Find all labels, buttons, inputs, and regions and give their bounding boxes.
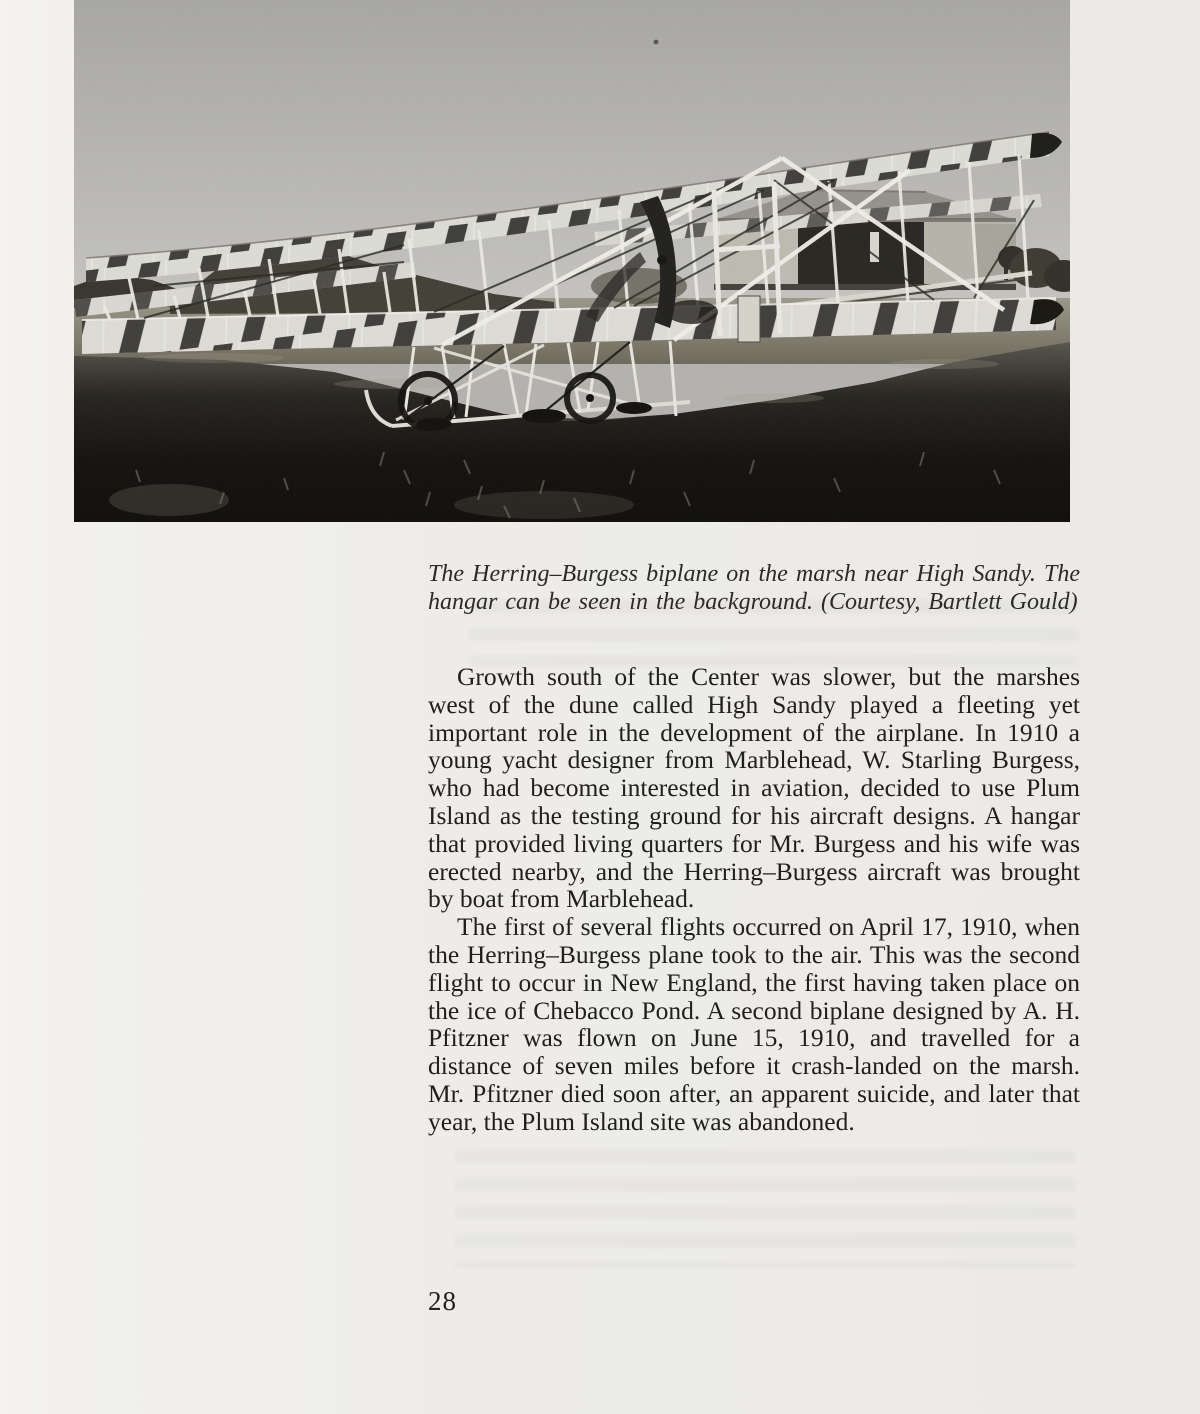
photo-caption: The Herring–Burgess biplane on the marsh near High Sandy. The hangar can be seen in the background. (Courtesy, Bartlett Gould) — [428, 561, 1080, 615]
photo-figure — [74, 0, 1070, 522]
paragraph-growth-south: Growth south of the Center was slower, but the marshes west of the dune called High Sandy played a fleeting yet important role in the development of the airplane. In 1910 a young yacht designer from Marblehead, W. Starling Burgess, who had become interested in aviation, decided to use Plum Island as the testing ground for his aircraft designs. A hangar that provided living quarters for Mr. Burgess and his wife was erected nearby, and the Herring–Burgess aircraft was brought by boat from Marblehead. — [428, 662, 1080, 914]
biplane-photograph — [74, 0, 1070, 522]
paragraph-first-flights: The first of several flights occurred on April 17, 1910, when the Herring–Burgess plane took to the air. This was the second flight to occur in New England, the first having taken place on the ice of Chebacco Pond. A second biplane designed by A. H. Pfitzner was flown on June 15, 1910, and travelled for a distance of seven miles before it crash-landed on the marsh. Mr. Pfitzner died soon after, an apparent suicide, and later that year, the Plum Island site was abandoned. — [428, 912, 1080, 1136]
body-text — [428, 663, 1080, 1136]
page-number: 28 — [428, 1286, 457, 1316]
page-showthrough — [455, 1150, 1075, 1268]
photo-grain-overlay — [74, 0, 1070, 522]
